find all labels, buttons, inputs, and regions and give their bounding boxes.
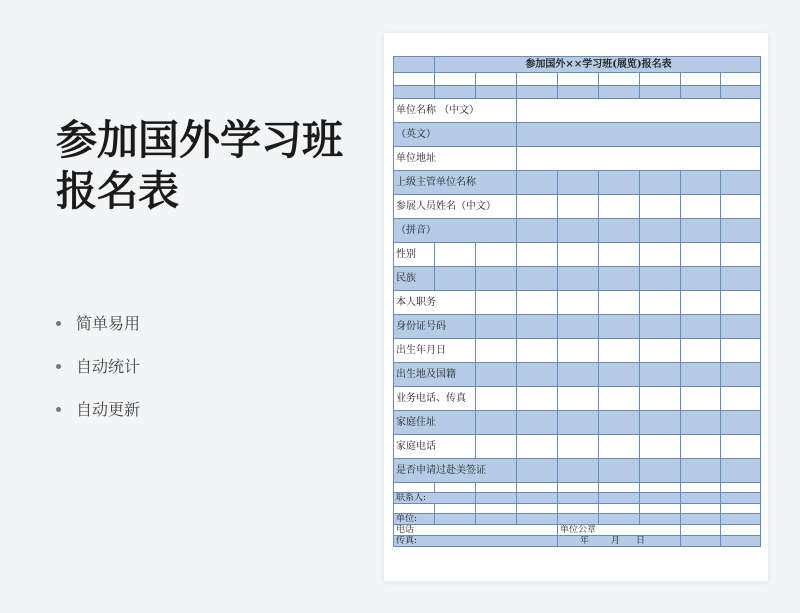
- fax-label: 传真:: [394, 536, 558, 547]
- table-row: [394, 86, 761, 99]
- field-value[interactable]: [517, 123, 761, 147]
- seal-label: 单位公章: [558, 525, 681, 536]
- bullet-icon: [56, 407, 61, 412]
- field-label: 上级主管单位名称: [394, 171, 517, 195]
- table-row: [394, 339, 761, 363]
- form-title: 参加国外××学习班(展览)报名表: [435, 57, 761, 73]
- table-row: [394, 219, 761, 243]
- date-labels: [558, 536, 681, 547]
- field-label: 身份证号码: [394, 315, 476, 339]
- table-row: [394, 504, 761, 514]
- bullet-icon: [56, 364, 61, 369]
- table-row: [394, 195, 761, 219]
- field-label: （英文）: [394, 123, 517, 147]
- table-row: [394, 57, 761, 73]
- title-line-1: 参加国外学习班: [56, 116, 343, 164]
- field-value[interactable]: [517, 99, 761, 123]
- table-row: [394, 315, 761, 339]
- field-label: 单位名称 （中文）: [394, 99, 517, 123]
- field-label: 参展人员姓名（中文）: [394, 195, 517, 219]
- table-row: [394, 243, 761, 267]
- feature-item: 自动统计: [56, 355, 140, 398]
- table-row: [394, 435, 761, 459]
- field-label: 性别: [394, 243, 435, 267]
- table-row: [394, 411, 761, 435]
- table-row: [394, 459, 761, 483]
- field-label: 业务电话、传真: [394, 387, 476, 411]
- field-label: 家庭电话: [394, 435, 476, 459]
- form-preview: [384, 33, 768, 581]
- month-label: 月: [611, 536, 621, 546]
- field-label: 单位地址: [394, 147, 517, 171]
- field-label: 出生年月日: [394, 339, 476, 363]
- field-label: （拼音）: [394, 219, 517, 243]
- table-row: [394, 99, 761, 123]
- table-row: [394, 147, 761, 171]
- year-label: 年: [580, 536, 590, 546]
- title-line-2: 报名表: [56, 167, 179, 215]
- unit-label: 单位:: [394, 514, 435, 525]
- table-row: [394, 363, 761, 387]
- table-row: [394, 171, 761, 195]
- field-label: 家庭住址: [394, 411, 476, 435]
- field-value[interactable]: [517, 147, 761, 171]
- table-row: [394, 291, 761, 315]
- bullet-icon: [56, 321, 61, 326]
- contact-label: 联系人:: [394, 493, 476, 504]
- table-row: [394, 73, 761, 86]
- registration-form-table: [393, 56, 761, 547]
- table-row: [394, 536, 761, 547]
- feature-list: [56, 312, 140, 441]
- field-label: 是否申请过赴美签证: [394, 459, 517, 483]
- field-label: 本人职务: [394, 291, 476, 315]
- day-label: 日: [636, 536, 646, 546]
- feature-item: 简单易用: [56, 312, 140, 355]
- field-label: 民族: [394, 267, 435, 291]
- feature-item: 自动更新: [56, 398, 140, 441]
- table-row: [394, 387, 761, 411]
- phone-label: 电话: [394, 525, 558, 536]
- page-title: [56, 115, 343, 217]
- table-row: [394, 493, 761, 504]
- table-row: [394, 267, 761, 291]
- field-label: 出生地及国籍: [394, 363, 476, 387]
- table-row: [394, 514, 761, 525]
- table-row: [394, 123, 761, 147]
- table-row: [394, 525, 761, 536]
- table-row: [394, 483, 761, 493]
